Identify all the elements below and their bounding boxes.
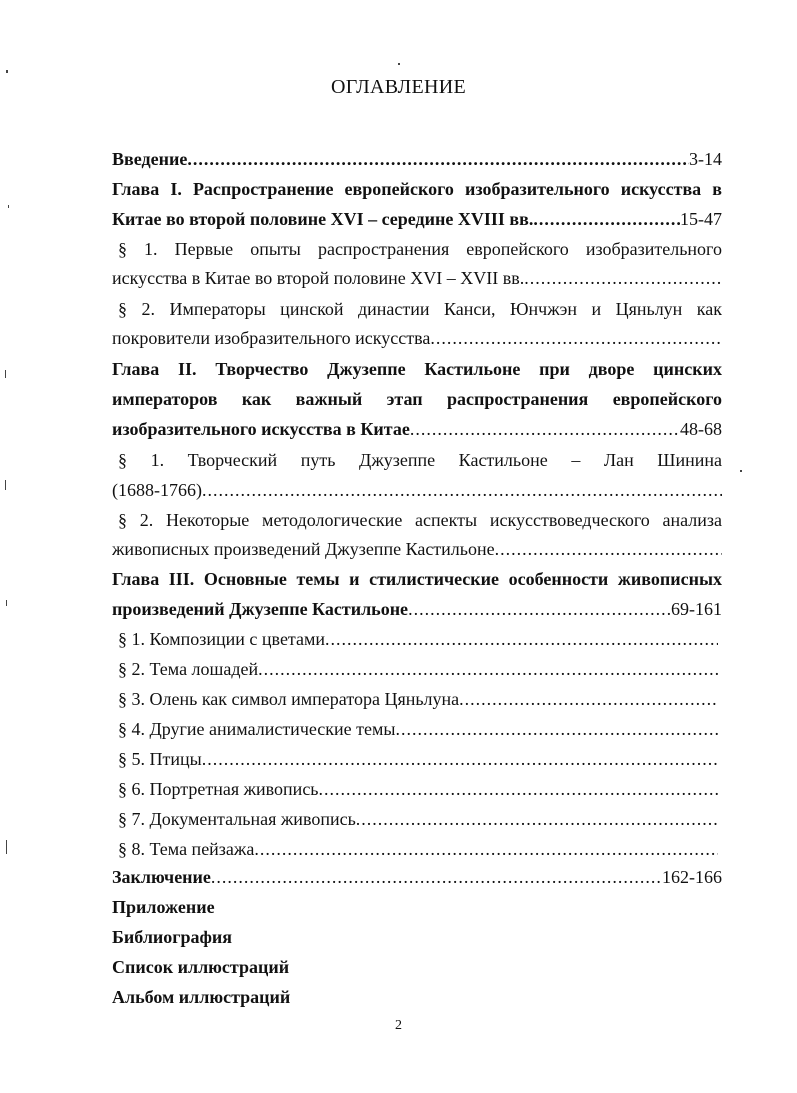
toc-leader — [319, 778, 718, 800]
toc-entry-label: § 4. Другие анималистические темы — [118, 719, 396, 739]
page-number: 2 — [395, 1018, 402, 1033]
toc-entry-bibliography[interactable]: Библиография — [112, 927, 233, 947]
toc-chapter-2-line-3[interactable] — [112, 418, 722, 440]
toc-chapter-2-line-2[interactable]: императоров как важный этап распространения европейского — [112, 389, 722, 409]
toc-leader — [202, 748, 718, 770]
toc-page-range: 69-161 — [671, 599, 722, 619]
toc-entry-label: искусства в Китае во второй половине XVI – XVII вв. — [112, 268, 525, 288]
toc-entry-label: Китае во второй половине XVI – середине XVIII вв. — [112, 209, 534, 229]
scan-speck — [6, 840, 7, 854]
toc-ch1-section-1-line-1[interactable]: § 1. Первые опыты распространения европейского изобразительного — [118, 239, 722, 259]
toc-chapter-3-line-1[interactable]: Глава III. Основные темы и стилистические особенности живописных — [112, 569, 722, 589]
toc-entry-label: § 7. Документальная живопись — [118, 809, 356, 829]
toc-ch3-section-1[interactable] — [118, 628, 718, 650]
toc-entry-label: живописных произведений Джузеппе Кастильоне — [112, 539, 495, 559]
toc-ch3-section-5[interactable] — [118, 748, 718, 770]
toc-ch1-section-1-line-2[interactable] — [112, 267, 722, 289]
toc-ch3-section-8[interactable] — [118, 838, 718, 860]
toc-leader — [356, 808, 718, 830]
toc-entry-conclusion[interactable] — [112, 866, 722, 888]
toc-leader — [325, 628, 718, 650]
toc-leader — [495, 538, 722, 560]
toc-leader — [202, 479, 722, 501]
toc-ch2-section-1-line-1[interactable]: § 1. Творческий путь Джузеппе Кастильоне – Лан Шинина — [118, 450, 722, 470]
scan-speck — [5, 480, 6, 490]
toc-leader — [408, 598, 671, 620]
toc-leader — [187, 148, 689, 170]
toc-leader — [254, 838, 718, 860]
toc-leader — [430, 327, 722, 349]
toc-leader — [524, 267, 722, 289]
toc-entry-label: (1688-1766) — [112, 480, 202, 500]
page-title: ОГЛАВЛЕНИЕ — [331, 76, 466, 98]
toc-ch2-section-1-line-2[interactable] — [112, 479, 722, 501]
toc-ch2-section-2-line-1[interactable]: § 2. Некоторые методологические аспекты искусствоведческого анализа — [118, 510, 722, 530]
toc-entry-label: произведений Джузеппе Кастильоне — [112, 599, 409, 619]
toc-entry-label: изобразительного искусства в Китае — [112, 419, 410, 439]
toc-page-range: 162-166 — [662, 867, 722, 887]
toc-leader — [533, 208, 680, 230]
toc-ch1-section-2-line-2[interactable] — [112, 327, 722, 349]
toc-leader — [396, 718, 718, 740]
toc-chapter-1-line-1[interactable]: Глава I. Распространение европейского изобразительного искусства в — [112, 179, 722, 199]
toc-chapter-2-line-1[interactable]: Глава II. Творчество Джузеппе Кастильоне при дворе цинских — [112, 359, 722, 379]
toc-page-range: 15-47 — [680, 209, 722, 229]
toc-chapter-1-line-2[interactable] — [112, 208, 722, 230]
toc-entry-label: покровители изобразительного искусства — [112, 328, 431, 348]
toc-ch3-section-7[interactable] — [118, 808, 718, 830]
toc-entry-appendix[interactable]: Приложение — [112, 897, 215, 917]
toc-entry-label: § 6. Портретная живопись — [118, 779, 319, 799]
toc-leader — [211, 866, 662, 888]
toc-entry-label: Введение — [112, 149, 188, 169]
scan-speck — [8, 205, 9, 208]
toc-ch3-section-3[interactable] — [118, 688, 718, 710]
toc-ch3-section-2[interactable] — [118, 658, 718, 680]
toc-page-range: 48-68 — [680, 419, 722, 439]
scan-speck — [5, 370, 6, 378]
toc-page-range: 3-14 — [689, 149, 722, 169]
toc-entry-illustrations-list[interactable]: Список иллюстраций — [112, 957, 290, 977]
toc-entry-illustrations-album[interactable]: Альбом иллюстраций — [112, 987, 291, 1007]
scan-speck — [6, 600, 7, 606]
scan-speck — [740, 470, 742, 472]
toc-ch3-section-4[interactable] — [118, 718, 718, 740]
toc-leader — [459, 688, 718, 710]
toc-chapter-3-line-2[interactable] — [112, 598, 722, 620]
toc-entry-label: § 8. Тема пейзажа — [118, 839, 255, 859]
toc-leader — [258, 658, 718, 680]
toc-entry-label: § 5. Птицы — [118, 749, 202, 769]
toc-entry-intro[interactable] — [112, 148, 722, 170]
toc-ch1-section-2-line-1[interactable]: § 2. Императоры цинской династии Канси, Юнчжэн и Цяньлун как — [118, 299, 722, 319]
toc-ch2-section-2-line-2[interactable] — [112, 538, 722, 560]
toc-ch3-section-6[interactable] — [118, 778, 718, 800]
toc-entry-label: Заключение — [112, 867, 211, 887]
toc-entry-label: § 2. Тема лошадей — [118, 659, 259, 679]
toc-leader — [410, 418, 680, 440]
scan-speck — [6, 70, 8, 73]
scan-speck — [398, 63, 400, 65]
toc-entry-label: § 3. Олень как символ императора Цяньлуна — [118, 689, 460, 709]
toc-entry-label: § 1. Композиции с цветами — [118, 629, 326, 649]
